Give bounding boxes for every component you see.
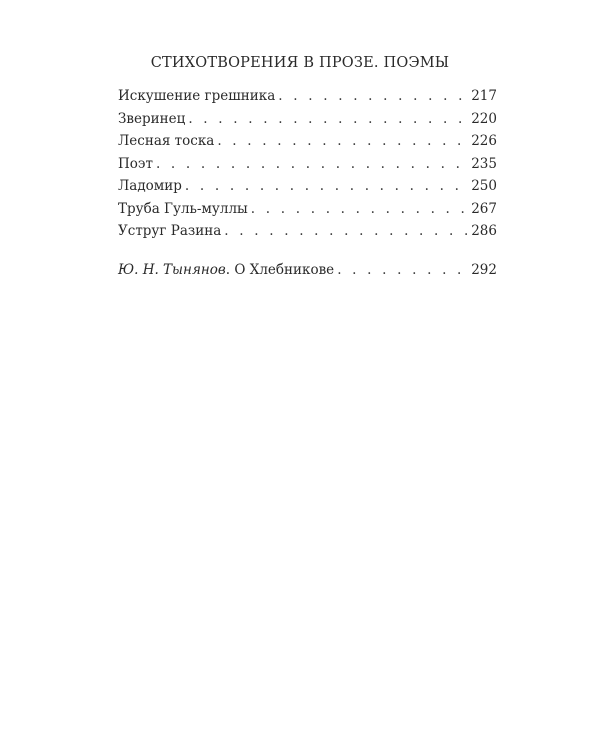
toc-entry[interactable] (118, 153, 497, 176)
afterword-separator: . (225, 261, 235, 278)
toc-spacer (118, 243, 497, 259)
dot-leader (224, 220, 468, 243)
dot-leader (185, 175, 468, 198)
afterword-title: О Хлебникове (234, 261, 335, 278)
toc-entry-page: 220 (471, 110, 497, 127)
dot-leader (156, 153, 468, 176)
toc-entry-title (118, 259, 337, 282)
toc-entry-title: Ладомир (118, 178, 182, 194)
toc-entry[interactable] (118, 175, 497, 198)
toc-entry[interactable] (118, 85, 497, 108)
dot-leader (188, 108, 468, 131)
toc-entry-title: Уструг Разина (118, 223, 222, 239)
afterword-author: Ю. Н. Тынянов (118, 261, 226, 278)
toc-entry-page: 217 (471, 88, 497, 104)
toc-entry-page: 286 (471, 223, 497, 239)
toc-entry-title: Труба Гуль-муллы (118, 200, 248, 217)
dot-leader (251, 198, 468, 221)
toc-entry-page: 267 (471, 200, 497, 217)
table-of-contents (118, 85, 497, 281)
toc-entry-title: Лесная тоска (118, 133, 215, 149)
section-heading: СТИХОТВОРЕНИЯ В ПРОЗЕ. ПОЭМЫ (150, 55, 450, 71)
dot-leader (337, 259, 468, 282)
toc-entry[interactable] (118, 198, 497, 221)
toc-entry-afterword[interactable] (118, 259, 497, 282)
toc-entry-title: Поэт (118, 155, 153, 172)
dot-leader (278, 85, 468, 108)
toc-entry-page: 292 (471, 261, 497, 278)
toc-entry[interactable] (118, 130, 497, 153)
toc-entry-page: 250 (471, 178, 497, 194)
toc-entry[interactable] (118, 220, 497, 243)
dot-leader (217, 130, 468, 153)
toc-entry-title: Искушение грешника (118, 88, 276, 104)
toc-entry-title: Зверинец (118, 110, 186, 127)
toc-entry-page: 226 (471, 133, 497, 149)
toc-entry-page: 235 (471, 155, 497, 172)
toc-entry[interactable] (118, 108, 497, 131)
